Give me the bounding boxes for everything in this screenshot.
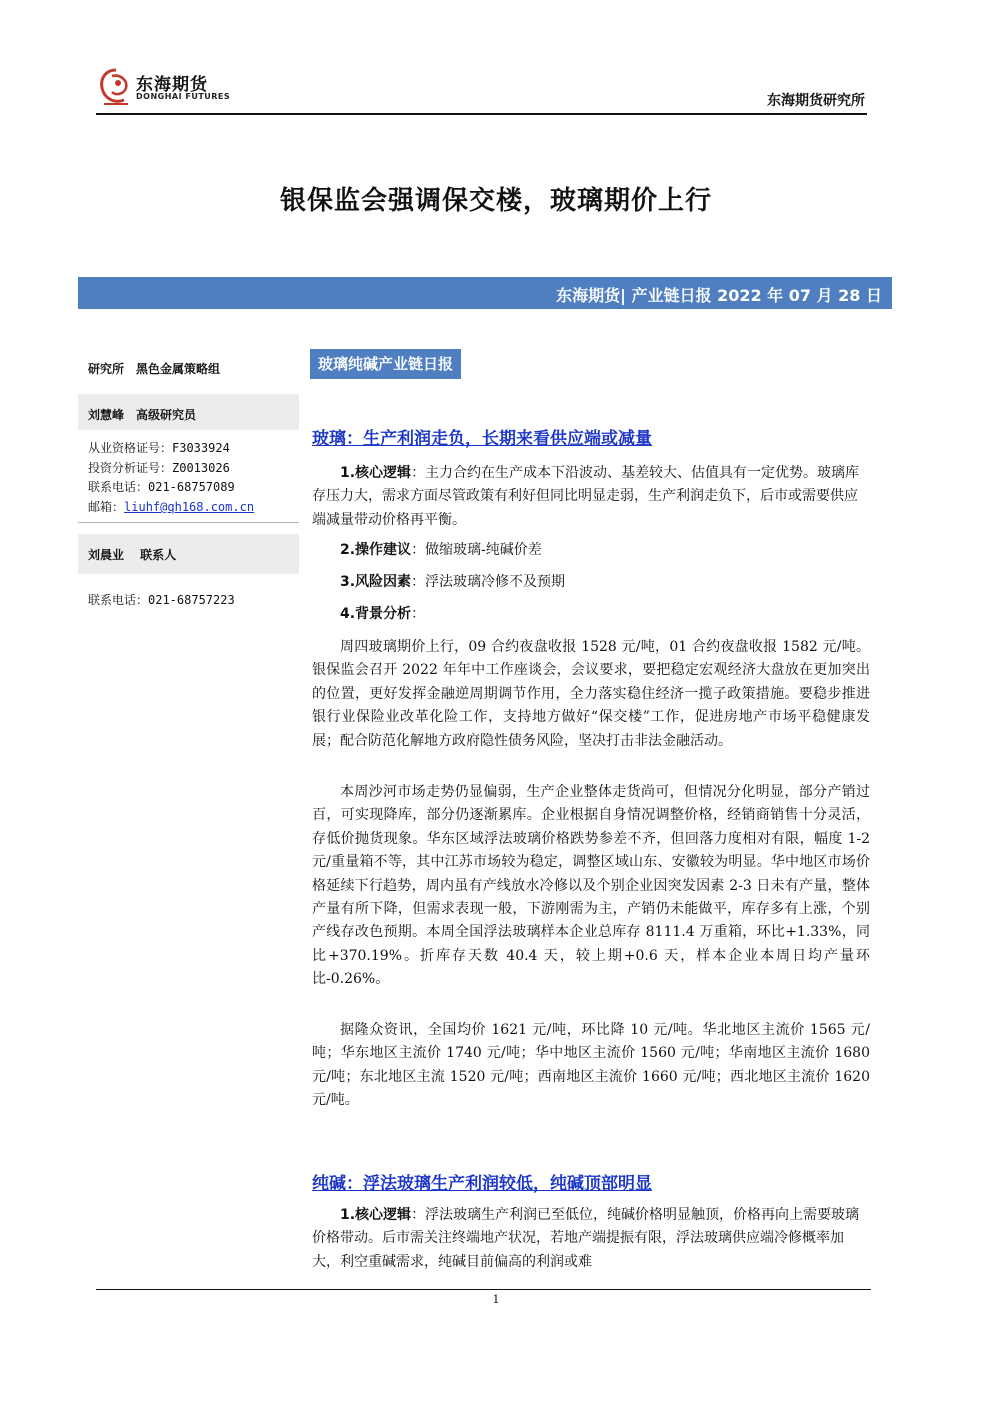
analyst1-qualification: 从业资格证号：F3033924 [88, 441, 230, 455]
page-number: 1 [492, 1293, 500, 1306]
glass-risk [312, 571, 870, 594]
logo-text-cn: 东海期货 [136, 75, 208, 95]
email-link[interactable]: liuhf@qh168.com.cn [124, 500, 255, 514]
risk-text: ：浮法玻璃冷修不及预期 [411, 574, 566, 590]
research-group-label: 研究所 黑色金属策略组 [88, 362, 221, 376]
glass-paragraph-3: 据隆众资讯，全国均价 1621 元/吨，环比降 10 元/吨。华北地区主流价 1565 元/吨；华东地区主流价 1740 元/吨；华中地区主流价 1560 元/吨；华南地区主流价 1680 元/吨；东北地区主流 1520 元/吨；西南地区主流价 1660 元/吨；西北地区主流价 1620 元/吨。 [312, 1022, 870, 1109]
section-tag: 玻璃纯碱产业链日报 [310, 349, 461, 379]
background-colon: ： [411, 606, 426, 622]
banner-text: 东海期货| 产业链日报 2022 年 07 月 28 日 [556, 286, 882, 305]
analyst1-analysis-cert: 投资分析证号：Z0013026 [88, 461, 230, 475]
analyst1-header [78, 394, 299, 430]
soda-heading[interactable]: 纯碱：浮法玻璃生产利润较低，纯碱顶部明显 [312, 1174, 652, 1194]
analyst1-phone: 联系电话：021-68757089 [88, 480, 235, 494]
report-title: 银保监会强调保交楼，玻璃期价上行 [279, 186, 712, 216]
analyst2-name-title: 刘晨业 联系人 [88, 548, 177, 562]
report-banner [78, 277, 892, 309]
core-logic-label: 1.核心逻辑 [340, 465, 412, 481]
analyst1-email-row [88, 498, 254, 515]
analyst2-header [78, 534, 299, 574]
soda-core-logic-label: 1.核心逻辑 [340, 1207, 412, 1223]
glass-core-logic [312, 462, 870, 532]
header-institute: 东海期货研究所 [767, 93, 865, 109]
logo-text-en: DONGHAI FUTURES [136, 92, 231, 101]
glass-paragraph-1: 周四玻璃期价上行，09 合约夜盘收报 1528 元/吨，01 合约夜盘收报 1582 元/吨。银保监会召开 2022 年年中工作座谈会，会议要求，要把稳定宏观经济大盘放在更加突出的位置，更好发挥金融逆周期调节作用，全力落实稳住经济一揽子政策措施。要稳步推进银行业保险业改革化险工作，支持地方做好“保交楼”工作，促进房地产市场平稳健康发展；配合防范化解地方政府隐性债务风险，坚决打击非法金融活动。 [312, 639, 870, 749]
glass-heading[interactable]: 玻璃：生产利润走负，长期来看供应端或减量 [312, 429, 652, 449]
analyst2-phone: 联系电话：021-68757223 [88, 593, 235, 607]
core-logic-text: ：主力合约在生产成本下沿波动、基差较大、估值具有一定优势。玻璃库存压力大，需求方面尽管政策有利好但同比明显走弱，生产利润走负下，后市或需要供应端减量带动价格再平衡。 [312, 465, 860, 528]
sidebar-divider [78, 522, 299, 523]
soda-core-logic-text: ：浮法玻璃生产利润已至低位，纯碱价格明显触顶，价格再向上需要玻璃价格带动。后市需关注终端地产状况，若地产端提振有限，浮法玻璃供应端冷修概率加大，利空重碱需求，纯碱目前偏高的利润或难 [312, 1207, 860, 1270]
glass-background [312, 603, 870, 626]
risk-label: 3.风险因素 [340, 574, 412, 590]
email-label: 邮箱： [88, 500, 125, 514]
footer-divider [96, 1289, 871, 1290]
dragon-logo-icon [96, 66, 136, 108]
glass-advice [312, 539, 870, 562]
advice-text: ：做缩玻璃-纯碱价差 [411, 542, 542, 558]
header-divider [96, 113, 867, 115]
background-label: 4.背景分析 [340, 606, 412, 622]
glass-paragraph-2: 本周沙河市场走势仍显偏弱，生产企业整体走货尚可，但情况分化明显，部分产销过百，可实现降库，部分仍逐渐累库。企业根据自身情况调整价格，经销商销售十分灵活，存低价抛货现象。华东区域浮法玻璃价格跌势参差不齐，但回落力度相对有限，幅度 1-2 元/重量箱不等，其中江苏市场较为稳定，调整区域山东、安徽较为明显。华中地区市场价格延续下行趋势，周内虽有产线放水冷修以及个别企业因突发因素 2-3 日未有产量，整体产量有所下降，但需求表现一般，下游刚需为主，产销仍未能做平，库存多有上涨，个别产线存改色预期。本周全国浮法玻璃样本企业总库存 8111.4 万重箱，环比+1.33%，同比+370.19%。折库存天数 40.4 天，较上期+0.6 天，样本企业本周日均产量环比-0.26%。 [312, 784, 870, 988]
advice-label: 2.操作建议 [340, 542, 412, 558]
analyst1-name-title: 刘慧峰 高级研究员 [88, 408, 197, 422]
soda-core-logic [312, 1204, 870, 1274]
